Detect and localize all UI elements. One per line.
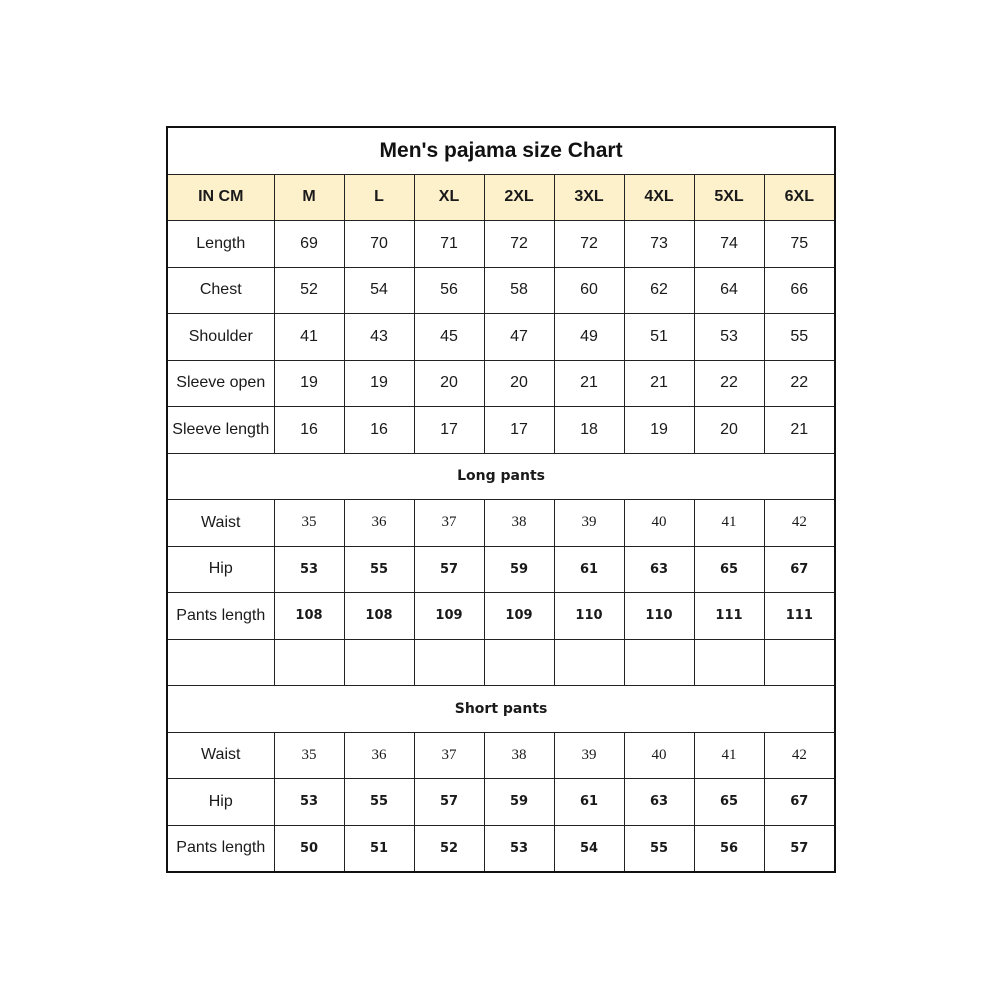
table-cell: 19 (274, 360, 344, 407)
empty-cell (624, 639, 694, 686)
empty-row (167, 639, 835, 686)
size-header: 2XL (484, 174, 554, 221)
table-cell: 111 (764, 593, 835, 640)
table-cell: 17 (484, 407, 554, 454)
table-cell: 62 (624, 267, 694, 314)
table-row (167, 779, 835, 826)
table-cell: 67 (764, 779, 835, 826)
size-header: 3XL (554, 174, 624, 221)
table-cell: 41 (694, 500, 764, 547)
table-cell: 63 (624, 779, 694, 826)
table-cell: 55 (344, 546, 414, 593)
table-row (167, 314, 835, 361)
table-cell: 19 (624, 407, 694, 454)
table-cell: 52 (274, 267, 344, 314)
table-cell: 59 (484, 779, 554, 826)
table-cell: 50 (274, 825, 344, 872)
table-cell: 110 (554, 593, 624, 640)
table-cell: 66 (764, 267, 835, 314)
table-cell: 39 (554, 500, 624, 547)
chart-title: Men's pajama size Chart (167, 127, 835, 174)
table-cell: 70 (344, 221, 414, 268)
table-cell: 111 (694, 593, 764, 640)
table-cell: 45 (414, 314, 484, 361)
table-cell: 16 (344, 407, 414, 454)
table-cell: 60 (554, 267, 624, 314)
table-cell: 39 (554, 732, 624, 779)
unit-label: IN CM (167, 174, 274, 221)
table-cell: 55 (764, 314, 835, 361)
table-cell: 17 (414, 407, 484, 454)
section-title-long-pants: Long pants (167, 453, 835, 500)
table-cell: 65 (694, 546, 764, 593)
table-cell: 51 (344, 825, 414, 872)
row-label: Waist (167, 732, 274, 779)
size-header: XL (414, 174, 484, 221)
row-label: Chest (167, 267, 274, 314)
size-header: L (344, 174, 414, 221)
table-cell: 38 (484, 500, 554, 547)
table-cell: 53 (694, 314, 764, 361)
table-cell: 37 (414, 500, 484, 547)
row-label: Pants length (167, 825, 274, 872)
empty-cell (344, 639, 414, 686)
table-cell: 72 (484, 221, 554, 268)
row-label: Hip (167, 546, 274, 593)
table-cell: 21 (764, 407, 835, 454)
table-cell: 55 (624, 825, 694, 872)
row-label: Length (167, 221, 274, 268)
table-cell: 51 (624, 314, 694, 361)
empty-cell (764, 639, 835, 686)
table-cell: 61 (554, 779, 624, 826)
table-cell: 57 (414, 546, 484, 593)
table-cell: 18 (554, 407, 624, 454)
row-label: Pants length (167, 593, 274, 640)
table-cell: 40 (624, 500, 694, 547)
empty-cell (274, 639, 344, 686)
row-label: Hip (167, 779, 274, 826)
empty-cell (554, 639, 624, 686)
table-cell: 16 (274, 407, 344, 454)
table-cell: 20 (694, 407, 764, 454)
table-cell: 65 (694, 779, 764, 826)
table-row (167, 407, 835, 454)
table-cell: 22 (694, 360, 764, 407)
table-cell: 35 (274, 500, 344, 547)
table-row (167, 360, 835, 407)
size-chart-table (166, 126, 836, 873)
table-cell: 41 (274, 314, 344, 361)
table-cell: 74 (694, 221, 764, 268)
table-cell: 61 (554, 546, 624, 593)
table-row (167, 593, 835, 640)
size-header: 5XL (694, 174, 764, 221)
table-cell: 37 (414, 732, 484, 779)
table-cell: 36 (344, 500, 414, 547)
table-row (167, 500, 835, 547)
table-cell: 54 (554, 825, 624, 872)
table-cell: 56 (414, 267, 484, 314)
table-row (167, 267, 835, 314)
table-cell: 108 (344, 593, 414, 640)
table-cell: 71 (414, 221, 484, 268)
size-header: 6XL (764, 174, 835, 221)
section-row (167, 453, 835, 500)
table-cell: 53 (274, 546, 344, 593)
size-header: 4XL (624, 174, 694, 221)
table-cell: 73 (624, 221, 694, 268)
table-cell: 108 (274, 593, 344, 640)
table-cell: 63 (624, 546, 694, 593)
table-cell: 57 (414, 779, 484, 826)
table-cell: 64 (694, 267, 764, 314)
table-cell: 56 (694, 825, 764, 872)
table-cell: 54 (344, 267, 414, 314)
table-cell: 109 (484, 593, 554, 640)
table-cell: 69 (274, 221, 344, 268)
table-cell: 110 (624, 593, 694, 640)
empty-cell (414, 639, 484, 686)
table-cell: 53 (484, 825, 554, 872)
table-cell: 75 (764, 221, 835, 268)
table-row (167, 825, 835, 872)
table-cell: 20 (484, 360, 554, 407)
table-cell: 43 (344, 314, 414, 361)
table-cell: 21 (624, 360, 694, 407)
empty-cell (484, 639, 554, 686)
table-cell: 42 (764, 732, 835, 779)
table-cell: 49 (554, 314, 624, 361)
table-cell: 35 (274, 732, 344, 779)
table-cell: 36 (344, 732, 414, 779)
empty-cell (694, 639, 764, 686)
table-cell: 41 (694, 732, 764, 779)
table-cell: 109 (414, 593, 484, 640)
table-cell: 19 (344, 360, 414, 407)
table-cell: 38 (484, 732, 554, 779)
table-cell: 47 (484, 314, 554, 361)
title-row (167, 127, 835, 174)
table-cell: 72 (554, 221, 624, 268)
section-row (167, 686, 835, 733)
row-label: Sleeve open (167, 360, 274, 407)
table-cell: 59 (484, 546, 554, 593)
table-cell: 40 (624, 732, 694, 779)
empty-cell (167, 639, 274, 686)
table-cell: 21 (554, 360, 624, 407)
table-cell: 20 (414, 360, 484, 407)
table-cell: 58 (484, 267, 554, 314)
table-cell: 53 (274, 779, 344, 826)
table-cell: 42 (764, 500, 835, 547)
table-row (167, 546, 835, 593)
table-cell: 55 (344, 779, 414, 826)
section-title-short-pants: Short pants (167, 686, 835, 733)
row-label: Sleeve length (167, 407, 274, 454)
row-label: Shoulder (167, 314, 274, 361)
table-cell: 52 (414, 825, 484, 872)
header-row (167, 174, 835, 221)
size-header: M (274, 174, 344, 221)
table-row (167, 221, 835, 268)
table-cell: 57 (764, 825, 835, 872)
table-cell: 22 (764, 360, 835, 407)
row-label: Waist (167, 500, 274, 547)
table-cell: 67 (764, 546, 835, 593)
table-row (167, 732, 835, 779)
